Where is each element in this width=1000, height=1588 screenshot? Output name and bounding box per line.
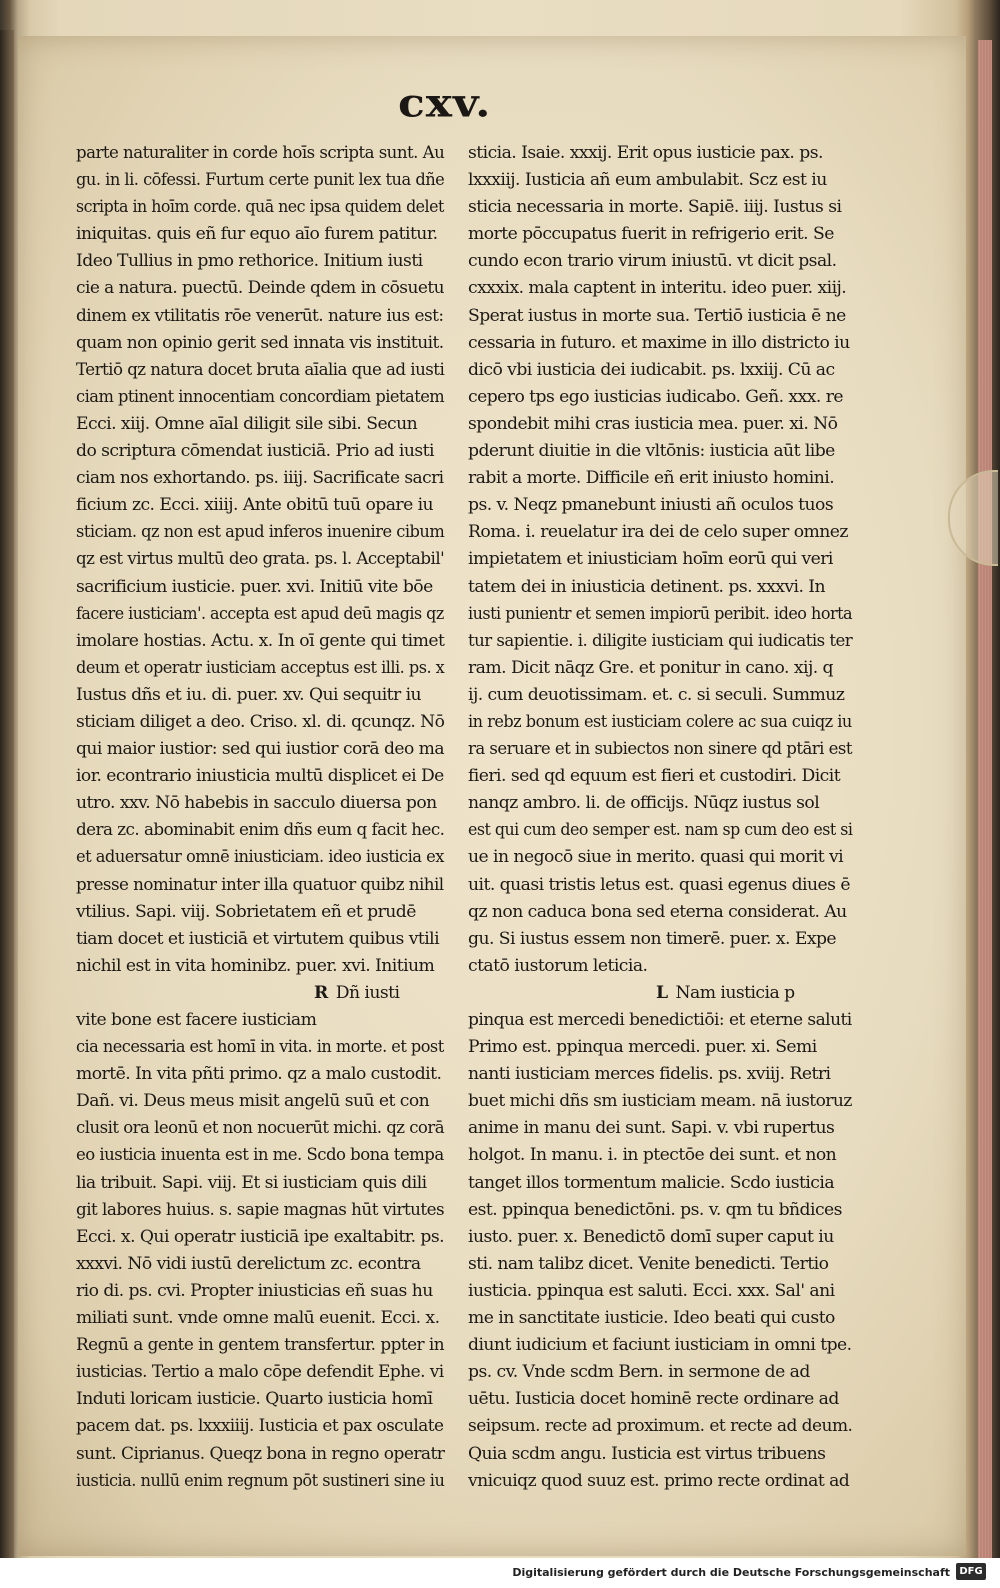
text-line: buet michi dñs sm iusticiam meam. nā iustoruz (468, 1091, 852, 1112)
text-line: ram. Dicit nāqz Gre. et ponitur in cano. xij. q (468, 657, 833, 678)
text-line: fieri. sed qd equum est fieri et custodiri. Dicit (468, 766, 841, 787)
text-line: deum et operatr iusticiam acceptus est illi. ps. x (76, 657, 445, 678)
text-line: vtilius. Sapi. viij. Sobrietatem eñ et prudē (76, 901, 416, 922)
text-line: qz est virtus multū deo grata. ps. l. Acceptabil' (76, 549, 445, 570)
text-line: lxxxiij. Iusticia añ eum ambulabit. Scz est iu (468, 170, 827, 191)
text-line: iusto. puer. x. Benedictō domī super caput iu (468, 1226, 834, 1247)
rubric-line (76, 980, 444, 1007)
text-line: Ecci. x. Qui operatr iusticiā ipe exaltabitr. ps. (76, 1226, 445, 1247)
page-edges-red (978, 40, 992, 1560)
text-line: Dañ. vi. Deus meus misit angelū suū et con (76, 1091, 430, 1112)
text-line: me in sanctitate iusticie. Ideo beati qui custo (468, 1308, 835, 1329)
text-line: presse nominatur inter illa quatuor quibz nihil (76, 874, 444, 895)
text-line: xxxvi. Nō vidi iustū derelictum zc. econtra (76, 1253, 421, 1274)
text-line: iniquitas. quis eñ fur equo aīo furem patitur. (76, 224, 438, 245)
rubric-initial: L (656, 982, 668, 1003)
text-line: Iustus dñs et iu. di. puer. xv. Qui sequitr iu (76, 684, 422, 705)
text-line: Ecci. xiij. Omne aīal diligit sile sibi. Secun (76, 413, 418, 434)
text-line: spondebit mihi cras iusticia mea. puer. xi. Nō (468, 413, 838, 434)
text-line: sunt. Ciprianus. Queqz bona in regno operatr (76, 1443, 445, 1464)
text-line: utro. xxv. Nō habebis in sacculo diuersa pon (76, 793, 437, 814)
text-line: est qui cum deo semper est. nam sp cum deo est si (468, 820, 853, 841)
text-line: sti. nam talibz dicet. Venite benedicti. Tertio (468, 1253, 829, 1274)
text-line: anime in manu dei sunt. Sapi. v. vbi rupertus (468, 1118, 835, 1139)
text-line: sticia. Isaie. xxxij. Erit opus iusticie pax. ps. (468, 143, 823, 163)
text-line: ra seruare et in subiectos non sinere qd ptāri est (468, 739, 853, 760)
text-line: gu. in li. cōfessi. Furtum certe punit lex tua dñe (76, 170, 445, 191)
text-line: sticia necessaria in morte. Sapiē. iiij. Iustus si (468, 197, 842, 218)
text-line: est. ppinqua benedictōni. ps. v. qm tu bñdices (468, 1199, 842, 1220)
text-line: tiam docet et iusticiā et virtutem quibus vtili (76, 928, 440, 949)
text-line: eo iusticia inuenta est in me. Scdo bona tempa (76, 1145, 444, 1166)
text-line: nanti iusticiam merces fidelis. ps. xviij. Retri (468, 1064, 831, 1085)
rubric-text: Nam iusticia p (675, 982, 795, 1003)
text-line: Roma. i. reuelatur ira dei de celo super omnez (468, 522, 848, 543)
text-line: iusticia. ppinqua est saluti. Ecci. xxx. Sal' ani (468, 1280, 835, 1301)
text-line: dicō vbi iusticia dei iudicabit. ps. lxxiij. Cū ac (468, 359, 835, 380)
text-line: cxxxix. mala captent in interitu. ideo puer. xiij. (468, 278, 847, 299)
rubric-initial: R (314, 982, 328, 1003)
text-line: ficium zc. Ecci. xiiij. Ante obitū tuū opare iu (76, 495, 434, 516)
text-line: Tertiō qz natura docet bruta aīalia que ad iusti (76, 359, 445, 380)
text-line: rio di. ps. cvi. Propter iniusticias eñ suas hu (76, 1280, 433, 1301)
text-line: iusticia. nullū enim regnum pōt sustineri sine iu (76, 1470, 445, 1491)
text-line: pderunt diuitie in die vltōnis: iusticia aūt libe (468, 441, 835, 462)
text-line: gu. Si iustus essem non timerē. puer. x. Expe (468, 928, 837, 949)
text-line: iusti punientr et semen impiorū peribit. ideo horta (468, 603, 853, 624)
text-line: seipsum. recte ad proximum. et recte ad deum. (468, 1416, 853, 1437)
text-line: parte naturaliter in corde hoīs scripta sunt. Au (76, 143, 445, 163)
book-page (18, 36, 966, 1556)
text-line: miliati sunt. vnde omne malū euenit. Ecci. x. (76, 1308, 440, 1329)
text-line: dinem ex vtilitatis rōe venerūt. nature ius est: (76, 305, 444, 326)
text-line: nanqz ambro. li. de officijs. Nūqz iustus sol (468, 793, 820, 814)
text-line: ior. econtrario iniusticia multū displicet ei De (76, 766, 444, 787)
text-line: Sperat iustus in morte sua. Tertiō iusticia ē ne (468, 305, 846, 326)
text-line: Ideo Tullius in pmo rethorice. Initium iusti (76, 251, 423, 272)
text-line: scripta in hoīm corde. quā nec ipsa quidem delet (76, 197, 444, 218)
text-line: uit. quasi tristis letus est. quasi egenus diues ē (468, 874, 850, 895)
text-line: iusticias. Tertio a malo cōpe defendit Ephe. vi (76, 1362, 444, 1383)
text-line: ue in negocō siue in merito. quasi qui morit vi (468, 847, 844, 868)
text-line: diunt iudicium et faciunt iusticiam in omni tpe. (468, 1335, 852, 1356)
text-line: cia necessaria est homī in vita. in morte. et post (76, 1037, 444, 1058)
text-line: tur sapientie. i. diligite iusticiam qui iudicatis ter (468, 630, 853, 651)
text-line: ciam ptinent innocentiam concordiam pietatem (76, 386, 445, 407)
text-line: cepero tps ego iusticias iudicabo. Geñ. xxx. re (468, 386, 843, 407)
text-line: mortē. In vita pñti primo. qz a malo custodit. (76, 1064, 442, 1085)
text-line: ps. cv. Vnde scdm Bern. in sermone de ad (468, 1362, 810, 1383)
text-line: Quia scdm angu. Iusticia est virtus tribuens (468, 1443, 826, 1464)
text-line: do scriptura cōmendat iusticiā. Prio ad iusti (76, 441, 434, 462)
text-line: ciam nos exhortando. ps. iiij. Sacrificate sacri (76, 468, 444, 489)
rubric-text: Dñ iusti (335, 982, 400, 1003)
text-line: vnicuiqz quod suuz est. primo recte ordinat ad (468, 1470, 850, 1491)
text-line: tanget illos tormentum malicie. Scdo iusticia (468, 1172, 835, 1193)
text-line: lia tribuit. Sapi. viij. Et si iusticiam quis dili (76, 1172, 427, 1193)
text-line: uētu. Iusticia docet hominē recte ordinare ad (468, 1389, 839, 1410)
text-line: cie a natura. puectū. Deinde qdem in cōsuetu (76, 278, 445, 299)
text-line: ps. v. Neqz pmanebunt iniusti añ oculos tuos (468, 495, 834, 516)
text-line: pinqua est mercedi benedictiōi: et eterne saluti (468, 1010, 852, 1030)
text-line: cessaria in futuro. et maxime in illo districto iu (468, 332, 850, 353)
text-line: rabit a morte. Difficile eñ erit iniusto homini. (468, 468, 835, 489)
text-line: quam non opinio gerit sed innata vis instituit. (76, 332, 444, 353)
right-text-column (468, 140, 852, 1495)
book-left-edge (0, 30, 14, 1570)
text-line: sacrificium iusticie. puer. xvi. Initiū vite bōe (76, 576, 433, 597)
text-line: sticiam. qz non est apud inferos inuenire cibum (76, 522, 445, 543)
text-line: tatem dei in iniusticia detinent. ps. xxxvi. In (468, 576, 826, 597)
rubric-line (468, 980, 852, 1007)
text-line: qui maior iustior: sed qui iustior corā deo ma (76, 739, 445, 760)
text-line: holgot. In manu. i. in ptectōe dei sunt. et non (468, 1145, 837, 1166)
text-line: sticiam diliget a deo. Criso. xl. di. qcunqz. Nō (76, 711, 445, 732)
text-line: clusit ora leonū et non nocuerūt michi. qz corā (76, 1118, 445, 1139)
text-line: vite bone est facere iusticiam (76, 1010, 317, 1030)
text-line: cundo econ trario virum iniustū. vt dicit psal. (468, 251, 837, 272)
text-line: nichil est in vita hominibz. puer. xvi. Initium (76, 955, 435, 976)
text-line: ij. cum deuotissimam. et. c. si seculi. Summuz (468, 684, 845, 705)
text-line: ctatō iustorum leticia. (468, 955, 648, 976)
text-line: qz non caduca bona sed eterna considerat. Au (468, 901, 847, 922)
folio-number: cxv. (398, 80, 492, 127)
text-line: et aduersatur omnē iniusticiam. ideo iusticia ex (76, 847, 444, 868)
text-line: facere iusticiam'. accepta est apud deū magis qz (76, 603, 444, 624)
text-line: in rebz bonum est iusticiam colere ac sua cuiqz iu (468, 711, 852, 732)
text-line: Regnū a gente in gentem transfertur. ppter in (76, 1335, 445, 1356)
text-line: imolare hostias. Actu. x. In oī gente qui timet (76, 630, 445, 651)
text-line: git labores huius. s. sapie magnas hūt virtutes (76, 1199, 445, 1220)
text-line: impietatem et iniusticiam hoīm eorū qui veri (468, 549, 833, 570)
text-line: Primo est. ppinqua mercedi. puer. xi. Semi (468, 1037, 817, 1058)
footer-credit: Digitalisierung gefördert durch die Deutsche Forschungsgemeinschaft (512, 1566, 950, 1579)
text-line: pacem dat. ps. lxxxiiij. Iusticia et pax osculate (76, 1416, 444, 1437)
left-text-column (76, 140, 444, 1495)
dfg-logo: DFG (956, 1563, 986, 1580)
text-line: Induti loricam iusticie. Quarto iusticia homī (76, 1389, 433, 1410)
text-line: morte pōccupatus fuerit in refrigerio erit. Se (468, 224, 834, 245)
text-line: dera zc. abominabit enim dñs eum q facit hec. (76, 820, 445, 841)
